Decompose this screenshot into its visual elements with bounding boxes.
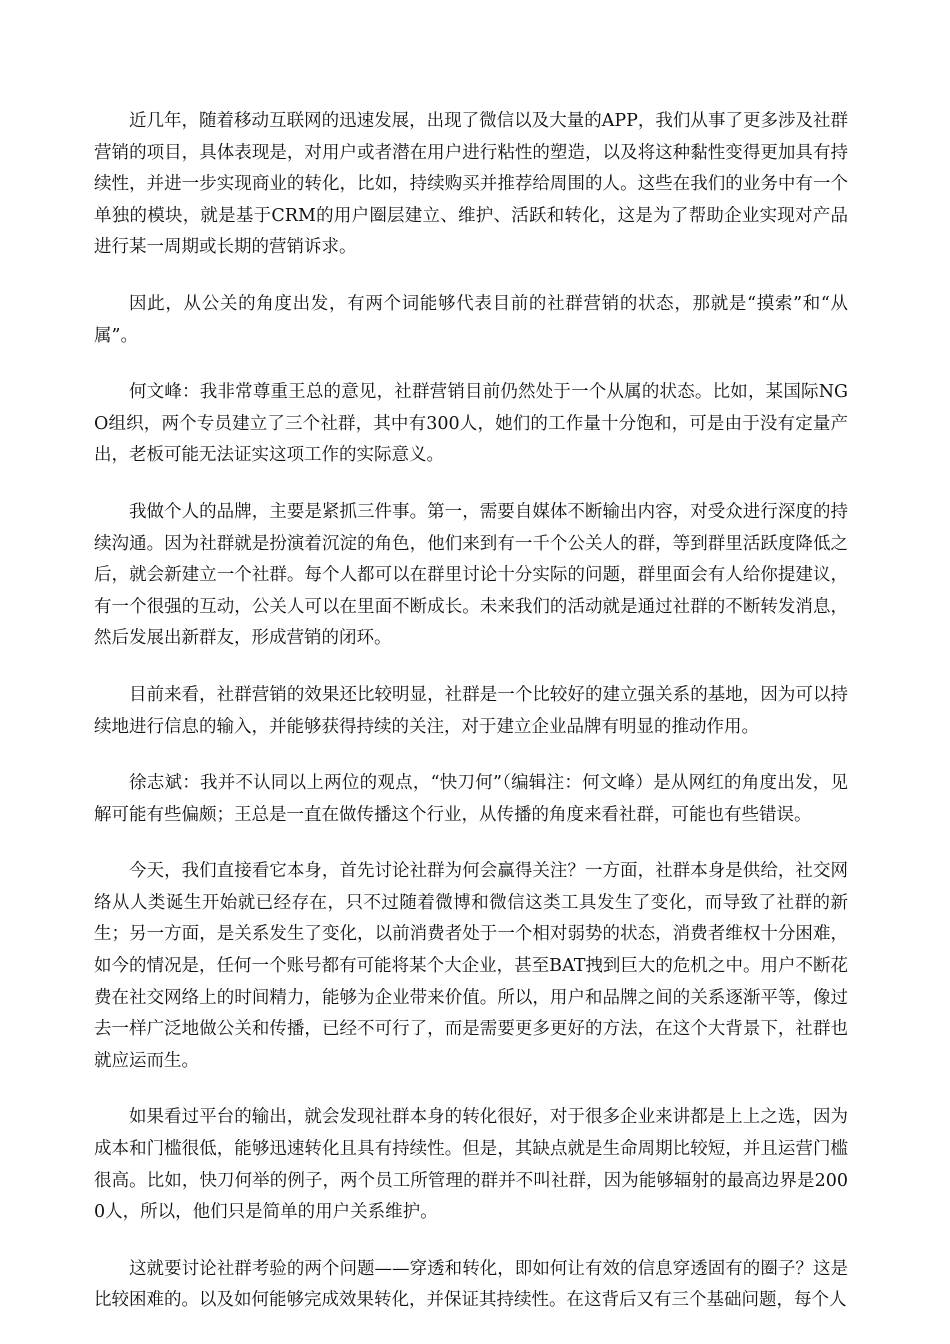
paragraph: 目前来看，社群营销的效果还比较明显，社群是一个比较好的建立强关系的基地，因为可以持续地进行信息的输入，并能够获得持续的关注，对于建立企业品牌有明显的推动作用。: [94, 684, 848, 737]
paragraph: 因此，从公关的角度出发，有两个词能够代表目前的社群营销的状态，那就是“摸索”和“从属”。: [94, 293, 848, 346]
paragraph: 徐志斌：我并不认同以上两位的观点，“快刀何”（编辑注：何文峰）是从网红的角度出发，见解可能有些偏颇；王总是一直在做传播这个行业，从传播的角度来看社群，可能也有些错误。: [94, 773, 848, 825]
paragraph: 何文峰：我非常尊重王总的意见，社群营销目前仍然处于一个从属的状态。比如，某国际NGO组织，两个专员建立了三个社群，其中有300人，她们的工作量十分饱和，可是由于没有定量产出，老板可能无法证实这项工作的实际意义。: [94, 382, 848, 466]
paragraph: 如果看过平台的输出，就会发现社群本身的转化很好，对于很多企业来讲都是上上之选，因为成本和门槛很低，能够迅速转化且具有持续性。但是，其缺点就是生命周期比较短，并且运营门槛很高。比如，快刀何举的例子，两个员工所管理的群并不叫社群，因为能够辐射的最高边界是2000人，所以，他们只是简单的用户关系维护。: [94, 1107, 848, 1223]
document-body: [94, 106, 848, 1342]
paragraph: 近几年，随着移动互联网的迅速发展，出现了微信以及大量的APP，我们从事了更多涉及社群营销的项目，具体表现是，对用户或者潜在用户进行粘性的塑造，以及将这种黏性变得更加具有持续性，并进一步实现商业的转化，比如，持续购买并推荐给周围的人。这些在我们的业务中有一个单独的模块，就是基于CRM的用户圈层建立、维护、活跃和转化，这是为了帮助企业实现对产品进行某一周期或长期的营销诉求。: [94, 111, 848, 258]
paragraph: 今天，我们直接看它本身，首先讨论社群为何会赢得关注？一方面，社群本身是供给，社交网络从人类诞生开始就已经存在，只不过随着微博和微信这类工具发生了变化，而导致了社群的新生；另一方面，是关系发生了变化，以前消费者处于一个相对弱势的状态，消费者维权十分困难，如今的情况是，任何一个账号都有可能将某个大企业，甚至BAT拽到巨大的危机之中。用户不断花费在社交网络上的时间精力，能够为企业带来价值。所以，用户和品牌之间的关系逐渐平等，像过去一样广泛地做公关和传播，已经不可行了，而是需要更多更好的方法，在这个大背景下，社群也就应运而生。: [94, 861, 848, 1071]
paragraph: 我做个人的品牌，主要是紧抓三件事。第一，需要自媒体不断输出内容，对受众进行深度的持续沟通。因为社群就是扮演着沉淀的角色，他们来到有一千个公关人的群，等到群里活跃度降低之后，就会新建立一个社群。每个人都可以在群里讨论十分实际的问题，群里面会有人给你提建议，有一个很强的互动，公关人可以在里面不断成长。未来我们的活动就是通过社群的不断转发消息，然后发展出新群友，形成营销的闭环。: [94, 501, 848, 649]
paragraph: 这就要讨论社群考验的两个问题——穿透和转化，即如何让有效的信息穿透固有的圈子？这是比较困难的。以及如何能够完成效果转化，并保证其持续性。在这背后又有三个基础问题，每个人: [94, 1258, 848, 1311]
